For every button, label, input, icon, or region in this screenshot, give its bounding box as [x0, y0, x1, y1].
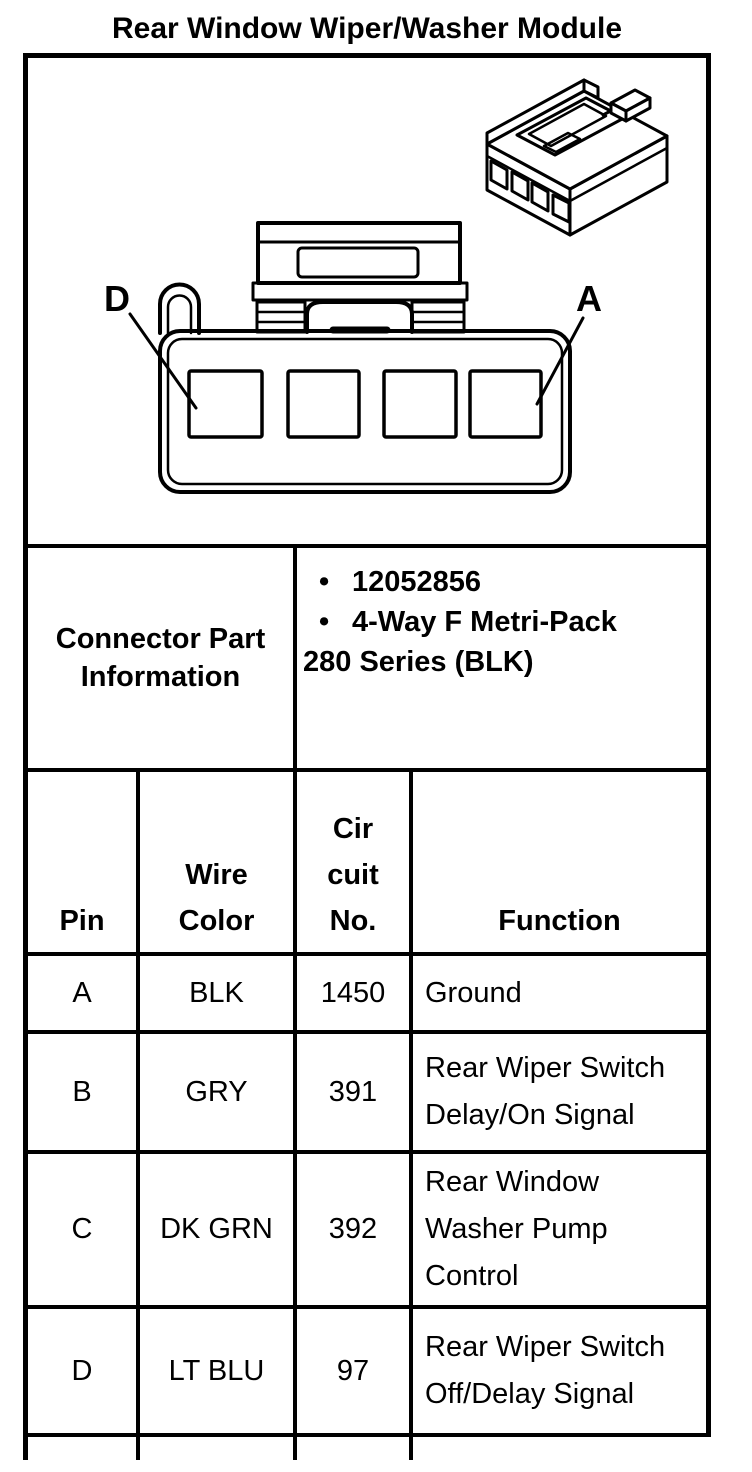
- part-info-heading-line2: Information: [80, 661, 241, 693]
- table-row: [28, 1034, 711, 1154]
- table-row: [28, 1154, 711, 1309]
- header-pin: Pin: [28, 772, 140, 952]
- terminal-cavity-d: [189, 371, 262, 437]
- connector-diagram: [28, 58, 706, 544]
- lock-window: [298, 248, 418, 277]
- header-function: Function: [498, 905, 621, 937]
- function-cell: Ground: [425, 976, 522, 1009]
- connector-front-view: [104, 223, 602, 492]
- mounting-ear: [160, 285, 199, 334]
- pin-d-leader-line: [130, 314, 196, 408]
- header-circuit-no: Cir cuit No.: [297, 772, 413, 952]
- wire-color-cell: BLK: [140, 956, 297, 1030]
- circuit-no-cell: 1450: [297, 956, 413, 1030]
- table-row: [28, 956, 711, 1034]
- wire-color-cell: DK GRN: [140, 1154, 297, 1305]
- connector-info-table: [23, 53, 711, 1460]
- wire-color-cell: GRY: [140, 1034, 297, 1150]
- table-row-cutoff: [28, 1437, 711, 1460]
- function-cell: Rear Window Washer Pump Control: [425, 1166, 608, 1292]
- part-type-item: [303, 602, 702, 642]
- part-number: 12052856: [352, 566, 482, 598]
- table-header-row: [28, 772, 711, 956]
- connector-isometric-view: [487, 80, 667, 235]
- wire-color-cell: LT BLU: [140, 1309, 297, 1433]
- terminal-cavity-c: [288, 371, 359, 437]
- pin-cell: B: [28, 1034, 140, 1150]
- pin-cell: C: [28, 1154, 140, 1305]
- pin-d-label: D: [104, 278, 130, 319]
- table-row: [28, 1309, 711, 1437]
- part-info-heading: [28, 548, 297, 768]
- pin-cell: A: [28, 956, 140, 1030]
- bullet-icon: •: [319, 606, 330, 638]
- page-title: Rear Window Wiper/Washer Module: [111, 12, 623, 45]
- lock-tower: [258, 223, 460, 283]
- function-cell: Rear Wiper Switch Off/Delay Signal: [425, 1331, 666, 1410]
- terminal-cavity-b: [384, 371, 456, 437]
- part-number-item: [303, 562, 702, 602]
- header-wire-color: Wire Color: [140, 772, 297, 952]
- pin-cell: D: [28, 1309, 140, 1433]
- circuit-no-cell: 391: [297, 1034, 413, 1150]
- connector-diagram-cell: [28, 58, 711, 548]
- connector-body: [160, 331, 570, 492]
- part-info-details: [297, 548, 706, 768]
- terminal-cavity-a: [470, 371, 541, 437]
- part-info-row: [28, 548, 711, 772]
- part-info-heading-line1: Connector Part: [55, 623, 266, 655]
- circuit-no-cell: 392: [297, 1154, 413, 1305]
- part-type: 4-Way F Metri-Pack: [352, 606, 617, 638]
- function-cell: Rear Wiper Switch Delay/On Signal: [425, 1052, 666, 1131]
- part-type-continuation: 280 Series (BLK): [303, 646, 534, 678]
- pin-a-label: A: [576, 278, 602, 319]
- circuit-no-cell: 97: [297, 1309, 413, 1433]
- bullet-icon: •: [319, 566, 330, 598]
